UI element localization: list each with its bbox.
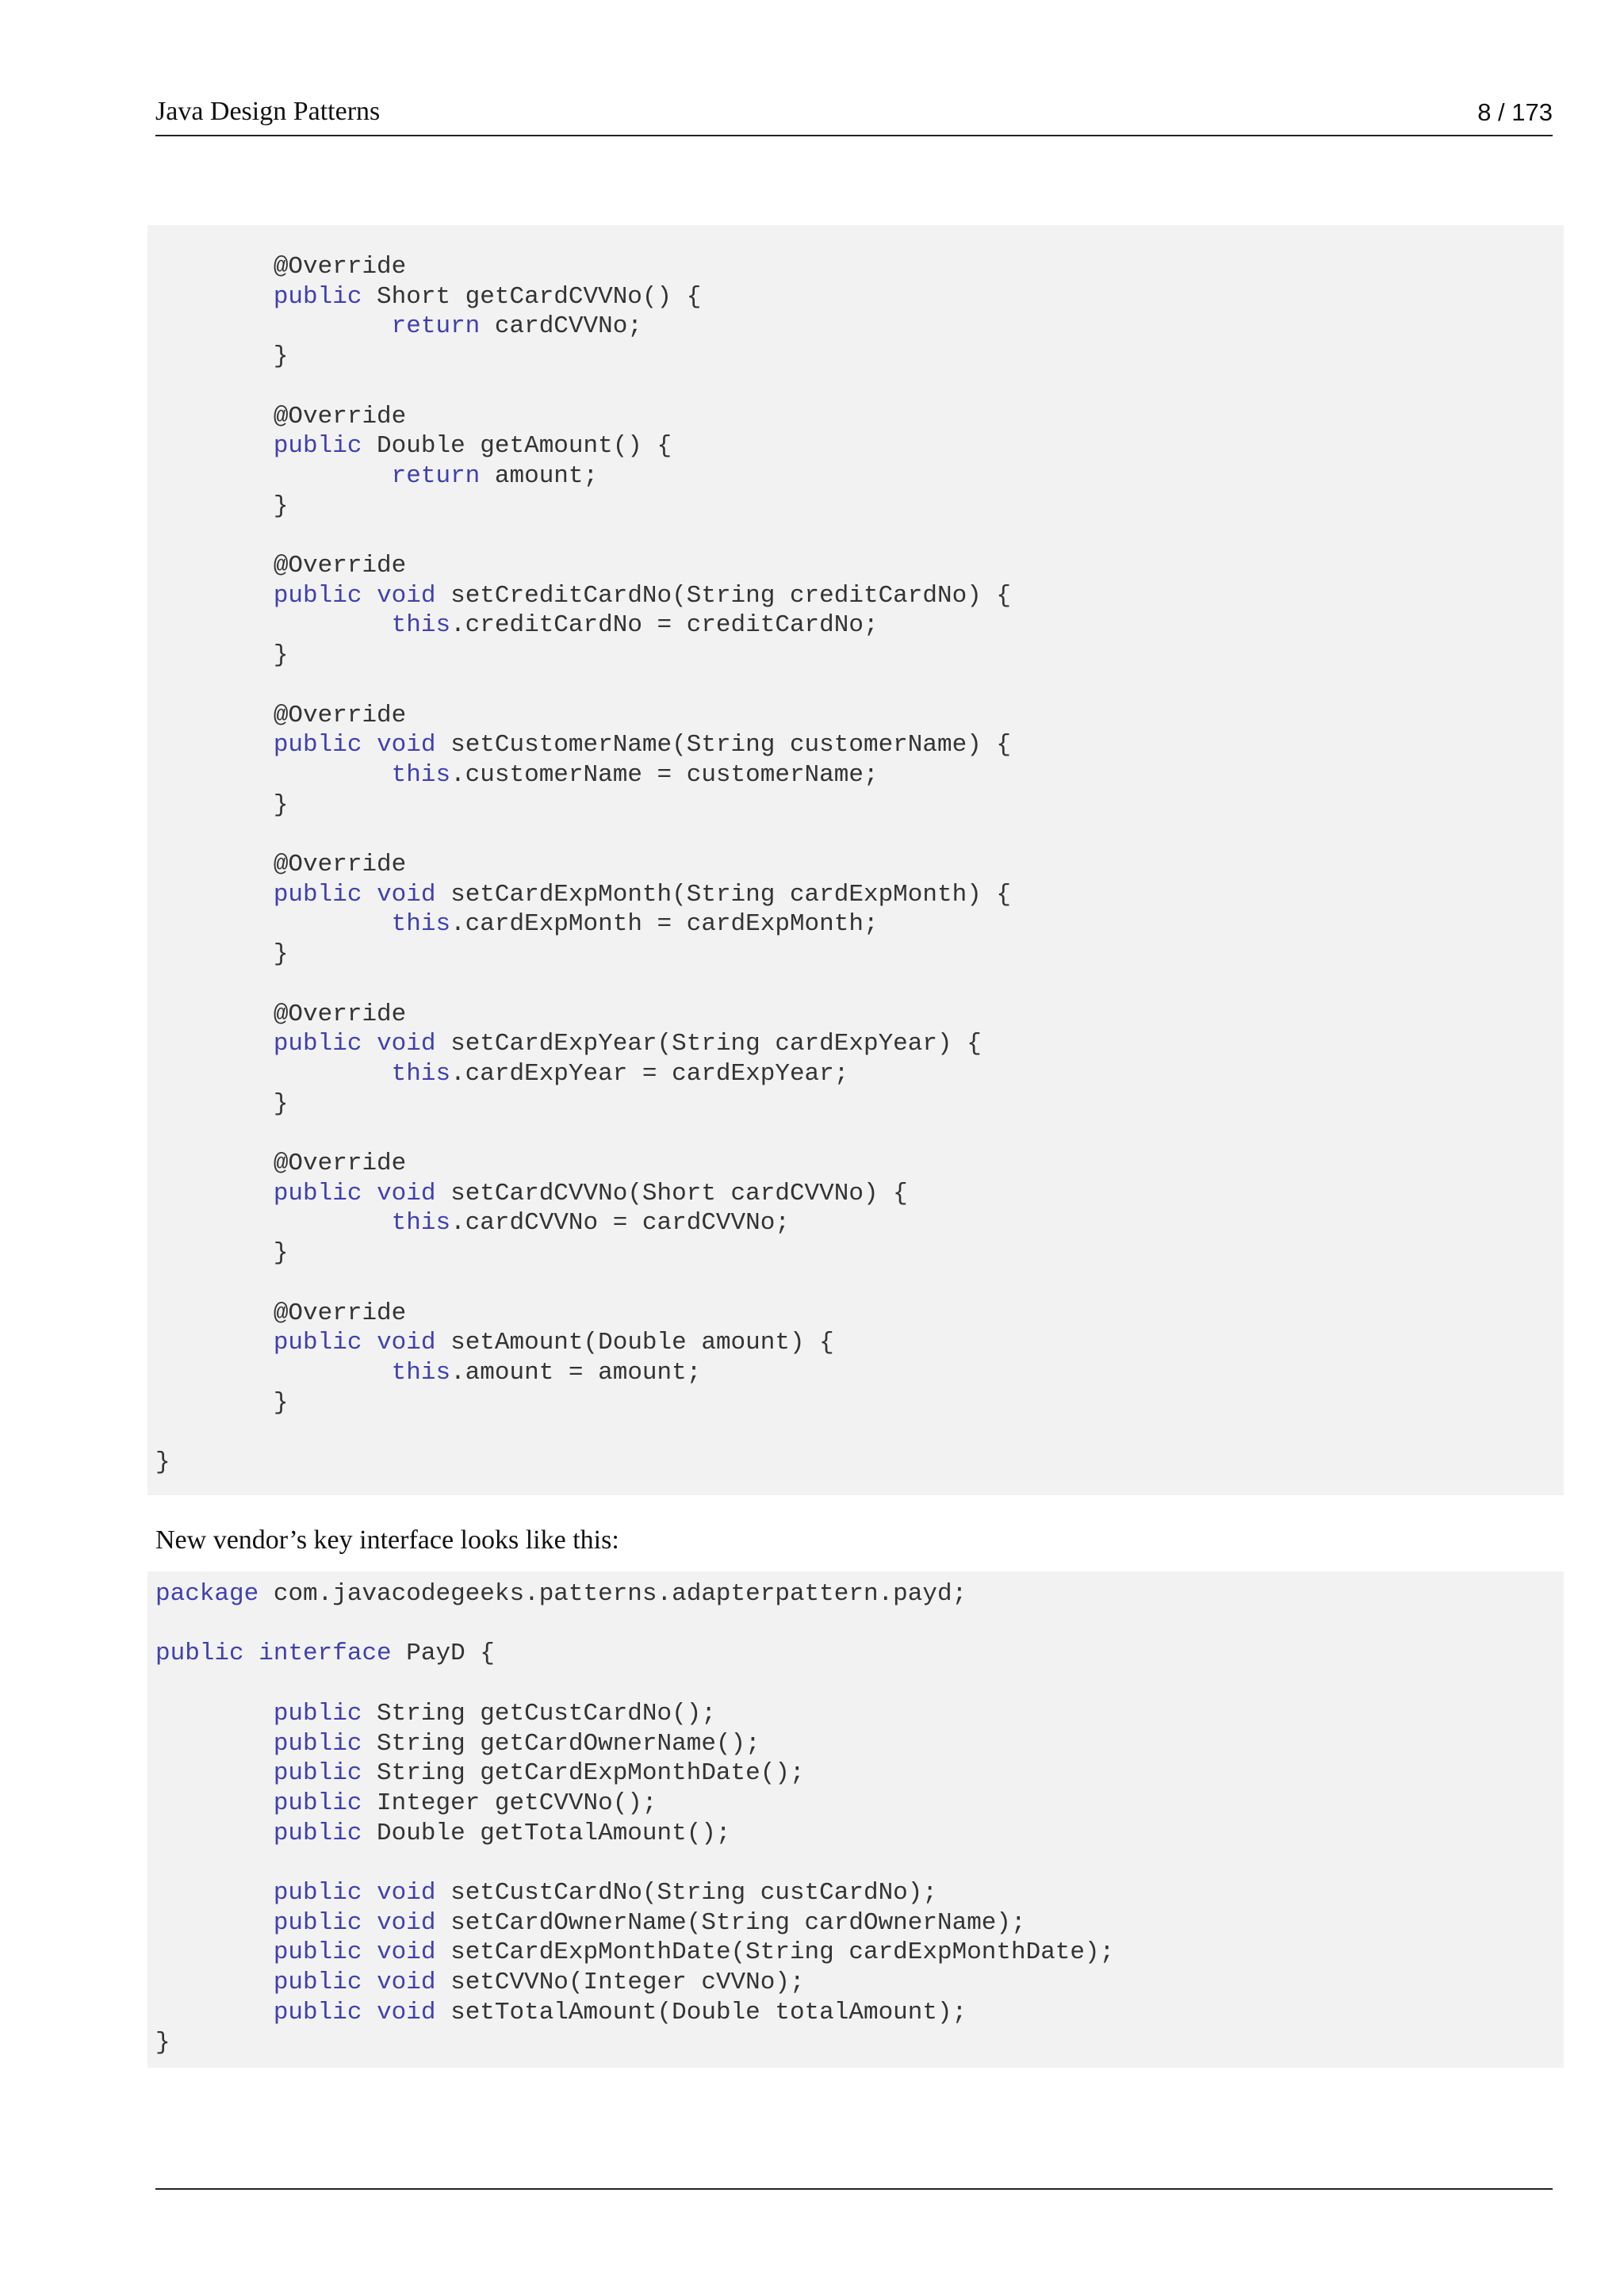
code-text: } xyxy=(155,1448,170,1476)
code-text: .creditCardNo = creditCardNo; xyxy=(450,611,879,640)
code-keyword: void xyxy=(377,1030,436,1058)
code-text: setCustCardNo(String custCardNo); xyxy=(435,1879,937,1907)
code-text: setTotalAmount(Double totalAmount); xyxy=(435,1998,967,2026)
code-text xyxy=(362,1030,377,1058)
code-text: } xyxy=(155,1089,289,1118)
code-line xyxy=(155,1179,908,1209)
code-line xyxy=(155,1758,805,1789)
code-text: setAmount(Double amount) { xyxy=(435,1329,834,1357)
document-title: Java Design Patterns xyxy=(155,97,381,126)
code-keyword: void xyxy=(377,1879,436,1907)
code-text xyxy=(362,1999,377,2026)
code-text: @Override xyxy=(155,253,407,281)
code-keyword: void xyxy=(377,1329,436,1357)
code-text: } xyxy=(155,2028,170,2057)
code-line xyxy=(155,492,288,522)
code-text xyxy=(155,1180,274,1207)
code-text xyxy=(155,432,274,460)
code-keyword: public xyxy=(273,880,362,909)
code-line xyxy=(155,880,1011,910)
code-keyword: public xyxy=(273,1759,362,1788)
code-text xyxy=(155,1730,274,1758)
code-line xyxy=(155,402,406,432)
code-line xyxy=(155,909,879,939)
code-line xyxy=(155,1358,701,1388)
code-text: @Override xyxy=(155,1150,407,1177)
code-line xyxy=(155,252,406,282)
code-line xyxy=(155,2028,170,2058)
code-keyword: void xyxy=(377,1998,436,2026)
code-line xyxy=(155,1729,760,1759)
code-text xyxy=(155,910,392,938)
code-text: com.javacodegeeks.patterns.adapterpattern.payd; xyxy=(259,1580,967,1608)
footer-rule xyxy=(155,2188,1553,2190)
code-text: } xyxy=(155,342,289,371)
code-text: } xyxy=(155,1388,289,1417)
code-keyword: void xyxy=(377,880,436,909)
code-line xyxy=(155,581,1011,611)
code-keyword: public xyxy=(273,1879,362,1907)
code-text: PayD { xyxy=(391,1640,495,1668)
code-text xyxy=(155,1820,274,1847)
code-text xyxy=(155,1909,274,1937)
code-text: String getCardOwnerName(); xyxy=(362,1729,760,1758)
code-keyword: void xyxy=(377,731,436,760)
code-text: String getCardExpMonthDate(); xyxy=(362,1759,805,1788)
code-text xyxy=(155,582,274,610)
code-text: .cardCVVNo = cardCVVNo; xyxy=(450,1209,790,1238)
code-keyword: public xyxy=(273,1908,362,1937)
code-text xyxy=(155,1359,392,1387)
code-text xyxy=(155,731,274,759)
code-line xyxy=(155,1029,982,1059)
code-keyword: public xyxy=(273,1938,362,1967)
code-text: setCustomerName(String customerName) { xyxy=(435,731,1012,760)
code-text xyxy=(362,1909,377,1937)
code-line xyxy=(155,760,879,790)
code-text xyxy=(362,1180,377,1207)
code-keyword: this xyxy=(391,1059,451,1088)
code-text: String getCustCardNo(); xyxy=(362,1699,716,1728)
page-header xyxy=(155,94,1553,136)
code-keyword: public xyxy=(273,1789,362,1817)
code-text xyxy=(155,1789,274,1817)
code-keyword: void xyxy=(377,1179,436,1207)
code-text xyxy=(244,1640,259,1667)
code-line xyxy=(155,1059,848,1089)
code-line xyxy=(155,1000,406,1030)
code-keyword: public xyxy=(155,1640,244,1668)
code-text: @Override xyxy=(155,552,407,580)
code-text: setCardExpMonthDate(String cardExpMonthDate); xyxy=(435,1938,1115,1967)
code-text xyxy=(362,1969,377,1996)
code-text xyxy=(155,761,392,789)
code-text xyxy=(155,1209,392,1237)
code-line xyxy=(155,1789,657,1819)
code-text: setCardCVVNo(Short cardCVVNo) { xyxy=(435,1179,908,1207)
code-line xyxy=(155,1299,406,1329)
code-text: Short getCardCVVNo() { xyxy=(362,282,702,311)
code-keyword: void xyxy=(377,581,436,610)
code-line xyxy=(155,312,642,342)
code-text: @Override xyxy=(155,402,407,430)
code-block-class-implementation xyxy=(147,225,1564,1495)
code-text: .customerName = customerName; xyxy=(450,760,879,789)
code-text xyxy=(155,1999,274,2026)
code-line xyxy=(155,730,1011,760)
code-keyword: public xyxy=(273,1030,362,1058)
code-line xyxy=(155,461,598,492)
code-keyword: public xyxy=(273,1179,362,1207)
code-text: cardCVVNo; xyxy=(480,312,642,341)
code-line xyxy=(155,431,672,461)
code-text xyxy=(155,881,274,909)
code-text: } xyxy=(155,492,289,520)
code-line xyxy=(155,610,879,641)
code-keyword: public xyxy=(273,1819,362,1847)
code-text xyxy=(362,881,377,909)
code-text xyxy=(155,1879,274,1907)
code-line xyxy=(155,1388,288,1418)
code-text: setCardExpMonth(String cardExpMonth) { xyxy=(435,880,1012,909)
code-line xyxy=(155,701,406,731)
code-text: setCreditCardNo(String creditCardNo) { xyxy=(435,581,1012,610)
code-line xyxy=(155,641,288,671)
code-text xyxy=(155,1700,274,1728)
code-text xyxy=(362,582,377,610)
code-keyword: public xyxy=(273,1998,362,2026)
code-text: Integer getCVVNo(); xyxy=(362,1789,657,1817)
code-keyword: return xyxy=(391,461,481,490)
code-keyword: this xyxy=(391,611,451,640)
code-keyword: void xyxy=(377,1969,436,1997)
code-line xyxy=(155,1968,805,1998)
code-keyword: void xyxy=(377,1938,436,1967)
code-text xyxy=(155,312,392,340)
code-text: .cardExpMonth = cardExpMonth; xyxy=(450,910,879,939)
code-text: @Override xyxy=(155,1299,407,1327)
code-keyword: public xyxy=(273,432,362,461)
code-text xyxy=(155,283,274,311)
code-line xyxy=(155,342,288,372)
code-text xyxy=(155,1759,274,1787)
code-keyword: public xyxy=(273,282,362,311)
code-keyword: this xyxy=(391,1358,451,1387)
code-line xyxy=(155,1699,716,1729)
code-line xyxy=(155,1908,1026,1938)
code-keyword: void xyxy=(377,1908,436,1937)
code-text xyxy=(155,462,392,490)
code-text: @Override xyxy=(155,851,407,878)
code-line xyxy=(155,1208,790,1238)
code-text xyxy=(155,1969,274,1996)
code-keyword: public xyxy=(273,581,362,610)
code-text xyxy=(155,1030,274,1058)
body-paragraph: New vendor’s key interface looks like this: xyxy=(155,1525,619,1555)
code-line xyxy=(155,1089,288,1119)
code-text xyxy=(362,1329,377,1357)
code-line xyxy=(155,1238,288,1269)
code-keyword: public xyxy=(273,1329,362,1357)
code-line xyxy=(155,1639,495,1669)
code-text: .cardExpYear = cardExpYear; xyxy=(450,1059,849,1088)
code-line xyxy=(155,1448,170,1478)
code-line xyxy=(155,282,701,312)
code-line xyxy=(155,790,288,821)
code-text: } xyxy=(155,1239,289,1268)
code-keyword: return xyxy=(391,312,481,341)
code-line xyxy=(155,1878,937,1908)
code-line xyxy=(155,1938,1114,1968)
code-text: Double getTotalAmount(); xyxy=(362,1819,731,1847)
code-text: .amount = amount; xyxy=(450,1358,702,1387)
code-text: Double getAmount() { xyxy=(362,432,672,461)
page-number: 8 / 173 xyxy=(1477,98,1553,126)
code-text xyxy=(155,611,392,639)
code-text: } xyxy=(155,790,289,819)
code-text: } xyxy=(155,940,289,969)
code-text: amount; xyxy=(480,461,599,490)
code-text: setCardExpYear(String cardExpYear) { xyxy=(435,1030,982,1058)
code-block-payd-interface xyxy=(147,1571,1564,2068)
code-keyword: public xyxy=(273,1969,362,1997)
code-keyword: public xyxy=(273,1699,362,1728)
code-text: setCardOwnerName(String cardOwnerName); xyxy=(435,1908,1026,1937)
code-text xyxy=(362,731,377,759)
code-line xyxy=(155,1579,967,1609)
code-text: @Override xyxy=(155,701,407,729)
code-text: setCVVNo(Integer cVVNo); xyxy=(435,1969,805,1997)
code-text: } xyxy=(155,641,289,670)
code-line xyxy=(155,551,406,581)
code-text xyxy=(155,1938,274,1966)
code-text xyxy=(155,1060,392,1088)
code-line xyxy=(155,939,288,970)
code-line xyxy=(155,1819,731,1849)
code-text: @Override xyxy=(155,1000,407,1028)
code-keyword: package xyxy=(155,1580,259,1608)
code-line xyxy=(155,1328,834,1358)
code-line xyxy=(155,1998,967,2028)
code-keyword: this xyxy=(391,760,451,789)
code-line xyxy=(155,1149,406,1179)
code-text xyxy=(362,1938,377,1966)
code-keyword: public xyxy=(273,731,362,760)
code-keyword: public xyxy=(273,1729,362,1758)
code-text xyxy=(155,1329,274,1357)
code-keyword: this xyxy=(391,910,451,939)
code-keyword: interface xyxy=(259,1640,392,1668)
code-keyword: this xyxy=(391,1209,451,1238)
code-line xyxy=(155,850,406,880)
code-text xyxy=(362,1879,377,1907)
